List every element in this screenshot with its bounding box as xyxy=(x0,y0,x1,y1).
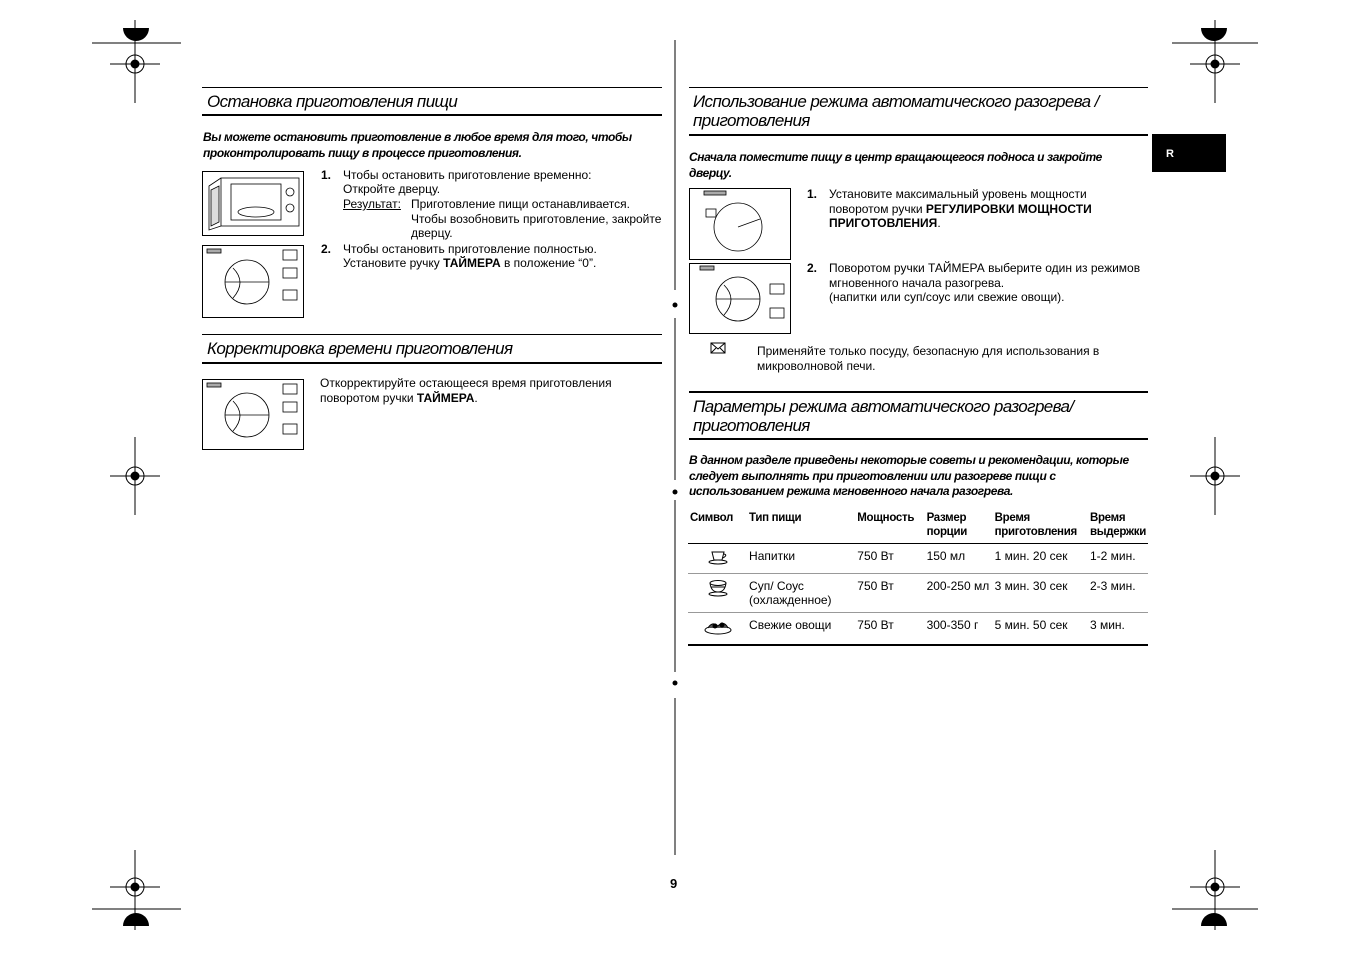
language-tab-label: R xyxy=(1166,148,1174,160)
section-title-params-line2: приготовления xyxy=(693,416,810,435)
timer-dial-illustration xyxy=(202,379,304,450)
section-title-stop: Остановка приготовления пищи xyxy=(207,92,458,111)
header-food: Тип пищи xyxy=(747,509,855,544)
cell-time: 5 мин. 50 сек xyxy=(993,613,1088,646)
section-title-use-line2: приготовления xyxy=(693,111,810,130)
use-note: Применяйте только посуду, безопасную для использования в микроволновой печи. xyxy=(757,344,1100,373)
section-rule-top xyxy=(202,87,662,88)
header-time: Время приготовления xyxy=(993,509,1088,544)
timer-knob-label: ТАЙМЕРА xyxy=(443,256,501,270)
step-1-number: 1. xyxy=(321,168,332,182)
cell-power: 750 Вт xyxy=(855,544,924,574)
use-subtitle: Сначала поместите пищу в центр вращающегося подноса и закройте дверцу. xyxy=(689,150,1102,180)
adjust-text-pre: Откорректируйте остающееся время приготовления поворотом ручки xyxy=(320,376,612,405)
cell-size: 200-250 мл xyxy=(925,574,993,613)
microwave-open-door-illustration xyxy=(202,171,304,236)
table-row xyxy=(688,613,1148,646)
cell-size: 150 мл xyxy=(925,544,993,574)
cell-time: 3 мин. 30 сек xyxy=(993,574,1088,613)
cell-rest: 1-2 мин. xyxy=(1088,544,1148,574)
cup-icon xyxy=(688,544,747,574)
timer-dial-illustration xyxy=(202,245,304,318)
section-rule-bottom xyxy=(689,134,1148,136)
step-1-line2: Откройте дверцу. xyxy=(343,182,441,196)
table-header-row xyxy=(688,509,1148,544)
result-label: Результат: xyxy=(343,197,401,211)
section-rule-bottom xyxy=(202,362,662,364)
timer-knob-label: ТАЙМЕРА xyxy=(416,390,475,405)
use-step-2-number: 2. xyxy=(807,261,818,275)
step-2-number: 2. xyxy=(321,242,332,256)
section-title-adjust: Корректировка времени приготовления xyxy=(207,339,513,358)
params-table xyxy=(688,509,1148,646)
power-dial-illustration xyxy=(689,188,791,260)
cell-rest: 2-3 мин. xyxy=(1088,574,1148,613)
step-2-line2 xyxy=(343,256,596,271)
header-size: Размер порции xyxy=(925,509,993,544)
section-title-params-line1: Параметры режима автоматического разогрева/ xyxy=(693,397,1074,416)
use-step-2-line1: Поворотом ручки ТАЙМЕРА выберите один из режимов xyxy=(829,261,1141,275)
step-2-line1: Чтобы остановить приготовление полностью. xyxy=(343,242,597,256)
cell-power: 750 Вт xyxy=(855,613,924,646)
stop-subtitle: Вы можете остановить приготовление в любое время для того, чтобы проконтролировать пищу в процессе приготовления. xyxy=(203,130,632,160)
use-step-1-pre: Установите максимальный уровень мощности поворотом ручки xyxy=(829,187,1087,216)
timer-dial-illustration xyxy=(689,263,791,334)
cell-rest: 3 мин. xyxy=(1088,613,1148,646)
result-text: Приготовление пищи останавливается. Чтобы возобновить приготовление, закройте дверцу. xyxy=(411,197,662,240)
language-tab xyxy=(1152,134,1226,172)
cell-power: 750 Вт xyxy=(855,574,924,613)
header-symbol: Символ xyxy=(688,509,747,544)
power-knob-label: РЕГУЛИРОВКИ МОЩНОСТИ ПРИГОТОВЛЕНИЯ xyxy=(829,201,1092,230)
section-rule-top xyxy=(689,87,1148,88)
section-rule-top xyxy=(202,334,662,335)
use-step-1-number: 1. xyxy=(807,187,818,201)
use-step-2-line3: (напитки или суп/соус или свежие овощи). xyxy=(829,290,1065,304)
section-rule-bottom xyxy=(202,114,662,116)
use-step-1-post: . xyxy=(937,216,941,230)
vegetables-icon xyxy=(688,613,747,646)
table-row xyxy=(688,574,1148,613)
use-step-2-line2: мгновенного начала разогрева. xyxy=(829,276,1005,290)
header-rest: Время выдержки xyxy=(1088,509,1148,544)
adjust-text xyxy=(320,376,630,405)
header-power: Мощность xyxy=(855,509,924,544)
section-rule-bottom xyxy=(689,438,1148,440)
params-subtitle: В данном разделе приведены некоторые советы и рекомендации, которые следует выполнять при приготовлении или разогреве пищи с использованием режима мгновенного начала разогрева. xyxy=(689,453,1129,498)
cell-size: 300-350 г xyxy=(925,613,993,646)
cell-food: Суп/ Соус (охлажденное) xyxy=(747,574,855,613)
use-step-1-text xyxy=(829,187,1149,231)
table-row xyxy=(688,544,1148,574)
page-number: 9 xyxy=(670,876,678,891)
cell-time: 1 мин. 20 сек xyxy=(993,544,1088,574)
adjust-text-post: . xyxy=(474,390,478,405)
section-title-use-line1: Использование режима автоматического разогрева / xyxy=(693,92,1099,111)
step-1-line1: Чтобы остановить приготовление временно: xyxy=(343,168,592,182)
section-rule-top xyxy=(689,391,1148,393)
step-2-line2-pre: Установите ручку xyxy=(343,256,444,270)
bowl-icon xyxy=(688,574,747,613)
envelope-icon xyxy=(710,341,726,359)
cell-food: Напитки xyxy=(747,544,855,574)
cell-food: Свежие овощи xyxy=(747,613,855,646)
step-2-line2-post: в положение “0”. xyxy=(500,256,597,270)
